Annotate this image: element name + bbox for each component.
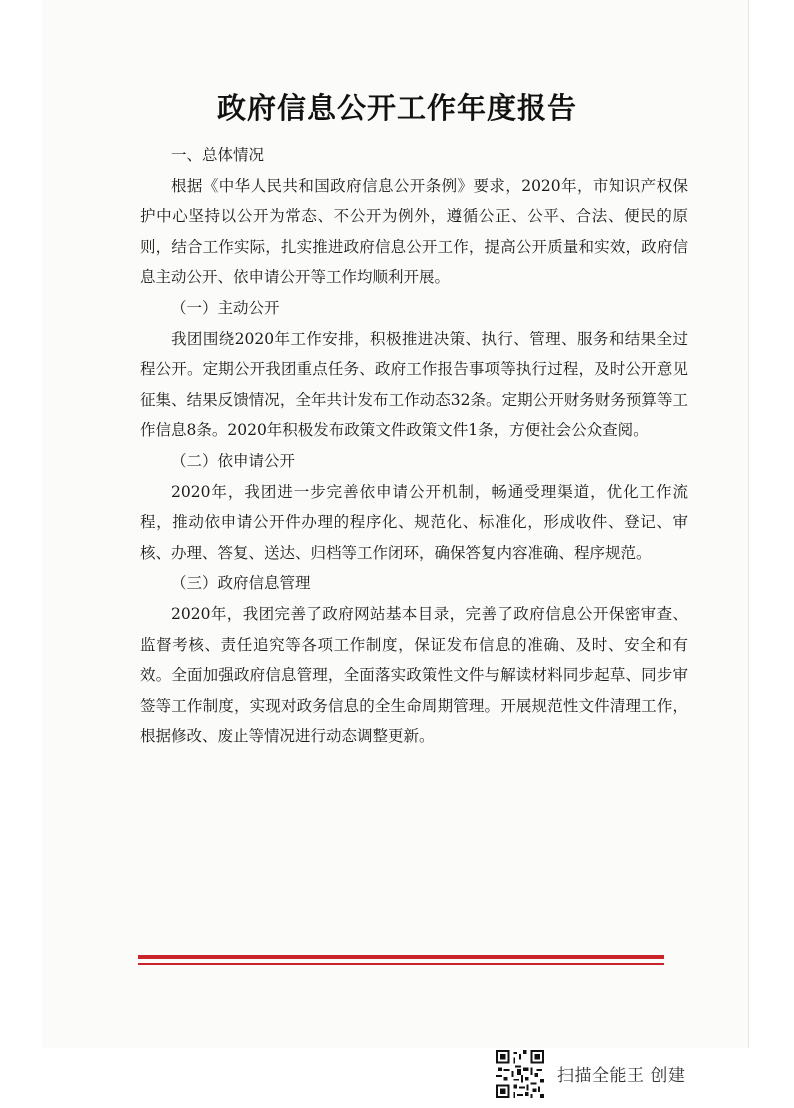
scanner-watermark: 扫描全能王 创建	[557, 1066, 686, 1086]
section-heading-active-disclosure: （一）主动公开	[171, 298, 280, 317]
red-divider-thick	[138, 955, 664, 959]
qr-code-icon	[496, 1050, 544, 1098]
red-divider-thin	[138, 963, 664, 965]
section-heading-application-disclosure: （二）依申请公开	[171, 451, 296, 470]
document-body	[140, 140, 688, 752]
section-heading-information-management: （三）政府信息管理	[171, 574, 311, 593]
paragraph-information-management: 2020年，我团完善了政府网站基本目录，完善了政府信息公开保密审查、监督考核、责任追究等各项工作制度，保证发布信息的准确、及时、安全和有效。全面加强政府信息管理，全面落实政策性文件与解读材料同步起草、同步审签等工作制度，实现对政务信息的全生命周期管理。开展规范性文件清理工作，根据修改、废止等情况进行动态调整更新。	[140, 604, 688, 746]
document-title: 政府信息公开工作年度报告	[216, 91, 577, 125]
paragraph-active-disclosure: 我团围绕2020年工作安排，积极推进决策、执行、管理、服务和结果全过程公开。定期公开我团重点任务、政府工作报告事项等执行过程，及时公开意见征集、结果反馈情况，全年共计发布工作动态32条。定期公开财务财务预算等工作信息8条。2020年积极发布政策文件政策文件1条，方便社会公众查阅。	[140, 329, 688, 440]
paragraph-overview: 根据《中华人民共和国政府信息公开条例》要求，2020年，市知识产权保护中心坚持以公开为常态、不公开为例外，遵循公正、公平、合法、便民的原则，结合工作实际，扎实推进政府信息公开工作，提高公开质量和实效，政府信息主动公开、依申请公开等工作均顺利开展。	[140, 176, 688, 287]
section-heading-overview: 一、总体情况	[171, 146, 265, 164]
paragraph-application-disclosure: 2020年，我团进一步完善依申请公开机制，畅通受理渠道，优化工作流程，推动依申请公开件办理的程序化、规范化、标准化，形成收件、登记、审核、办理、答复、送达、归档等工作闭环，确保答复内容准确、程序规范。	[140, 482, 688, 562]
